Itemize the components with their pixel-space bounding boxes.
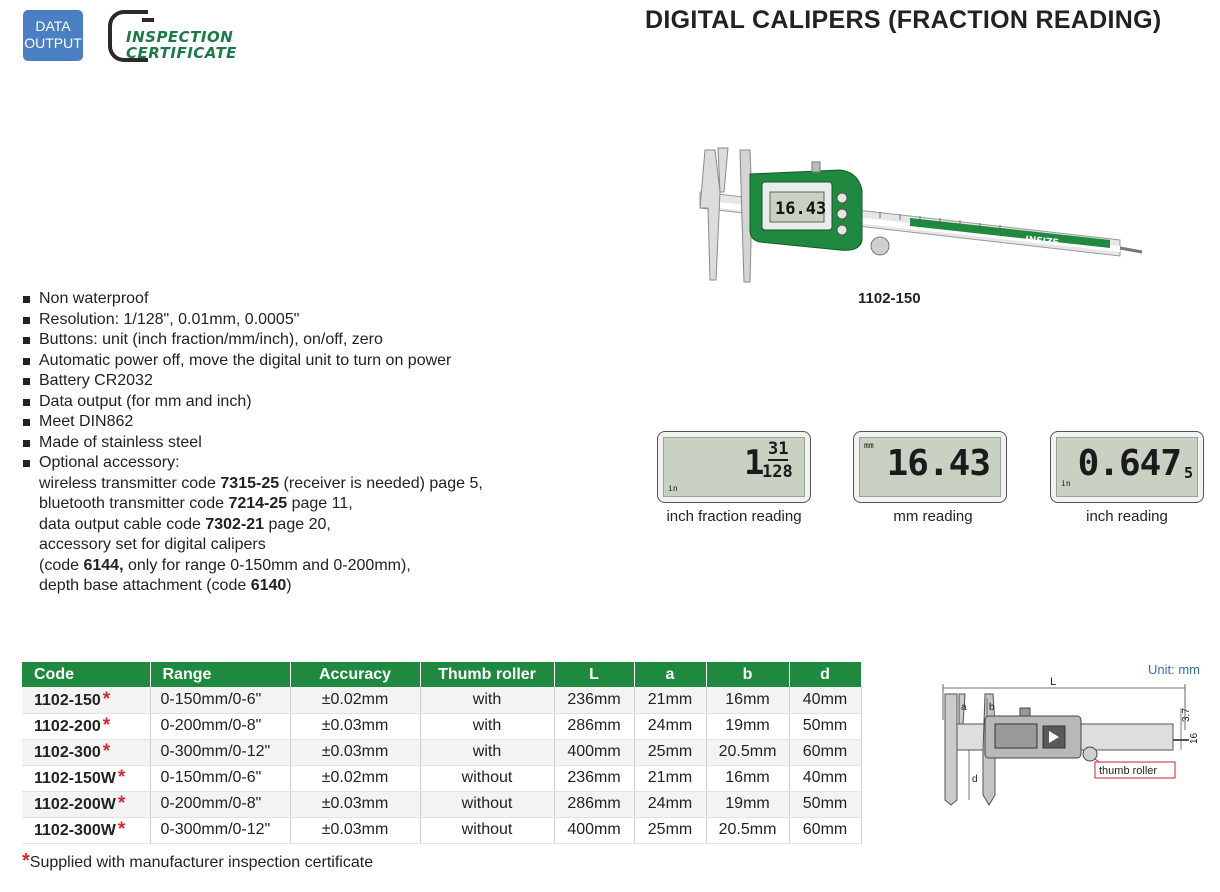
feature-item: Automatic power off, move the digital unit to turn on power (22, 351, 582, 372)
column-header-code: Code (22, 662, 150, 687)
dim-b-label: b (989, 702, 995, 713)
table-row (22, 791, 861, 817)
lcd-label-inch: inch reading (1086, 508, 1168, 525)
accessory-line: depth base attachment (code 6140) (39, 577, 292, 594)
lcd-unit-label: in (1061, 479, 1071, 488)
inspection-certificate-badge (108, 10, 270, 64)
cell-range: 0-300mm/0-12" (150, 739, 290, 765)
specification-table (22, 662, 862, 844)
certificate-star: * (117, 819, 126, 840)
data-output-badge-line1: DATA (35, 18, 71, 34)
lcd-mm (853, 431, 1007, 503)
lcd-unit-label: mm (864, 441, 874, 450)
cell-d: 40mm (789, 687, 861, 713)
cell-code: 1102-150W * (22, 765, 150, 791)
table-header-row (22, 662, 861, 687)
cell-thumb-roller: with (420, 739, 554, 765)
cell-accuracy: ±0.02mm (290, 765, 420, 791)
caliper-product-image (680, 140, 1150, 290)
feature-list (22, 289, 582, 597)
caliper-display-value: 16.43 (775, 199, 827, 219)
lcd-denominator: 128 (762, 462, 793, 482)
cell-d: 60mm (789, 739, 861, 765)
cell-code: 1102-200W * (22, 791, 150, 817)
lcd-inch-fraction (657, 431, 811, 503)
lcd-label-inch-fraction: inch fraction reading (666, 508, 802, 525)
cell-range: 0-150mm/0-6" (150, 765, 290, 791)
lcd-numerator: 31 (768, 439, 789, 459)
table-row (22, 817, 861, 843)
page-title: DIGITAL CALIPERS (FRACTION READING) (645, 6, 1162, 34)
cell-a: 25mm (634, 817, 706, 843)
certificate-star: * (102, 715, 111, 736)
table-row (22, 687, 861, 713)
caliper-illustration (680, 140, 1150, 290)
certificate-badge-line1: INSPECTION (126, 28, 234, 46)
footnote-text: Supplied with manufacturer inspection certificate (29, 854, 374, 871)
cell-b: 16mm (706, 765, 789, 791)
cell-thumb-roller: with (420, 687, 554, 713)
cell-d: 40mm (789, 765, 861, 791)
column-header-thumb-roller: Thumb roller (420, 662, 554, 687)
feature-item: Buttons: unit (inch fraction/mm/inch), on/off, zero (22, 330, 582, 351)
cell-code: 1102-200 * (22, 713, 150, 739)
cell-l: 286mm (554, 713, 634, 739)
column-header-range: Range (150, 662, 290, 687)
cell-l: 286mm (554, 791, 634, 817)
lcd-label-mm: mm reading (893, 508, 973, 525)
cell-thumb-roller: without (420, 817, 554, 843)
feature-item: Non waterproof (22, 289, 582, 310)
cell-range: 0-200mm/0-8" (150, 713, 290, 739)
certificate-star: * (102, 741, 111, 762)
cell-l: 236mm (554, 687, 634, 713)
cell-d: 50mm (789, 791, 861, 817)
lcd-suffix: 5 (1183, 464, 1193, 482)
feature-item: Meet DIN862 (22, 412, 582, 433)
cell-thumb-roller: without (420, 791, 554, 817)
cell-a: 24mm (634, 791, 706, 817)
lcd-whole-digit: 1 (744, 443, 765, 483)
dim-a-label: a (961, 702, 967, 713)
cell-b: 19mm (706, 791, 789, 817)
data-output-badge (23, 10, 83, 61)
accessory-line: bluetooth transmitter code 7214-25 page 11, (39, 495, 353, 512)
cell-a: 24mm (634, 713, 706, 739)
accessory-line: accessory set for digital calipers (39, 536, 266, 553)
cell-accuracy: ±0.03mm (290, 791, 420, 817)
feature-item: Optional accessory: (22, 453, 582, 474)
cell-d: 60mm (789, 817, 861, 843)
column-header-b: b (706, 662, 789, 687)
dimension-diagram (935, 660, 1210, 810)
cell-code: 1102-300 * (22, 739, 150, 765)
cell-b: 20.5mm (706, 739, 789, 765)
accessory-line: (code 6144, only for range 0-150mm and 0-200mm), (39, 556, 411, 574)
data-output-badge-line2: OUTPUT (24, 35, 82, 51)
product-model-caption: 1102-150 (858, 290, 921, 307)
table-row (22, 765, 861, 791)
footnote-star: * (22, 850, 30, 872)
cell-b: 19mm (706, 713, 789, 739)
certificate-star: * (117, 767, 126, 788)
certificate-star: * (117, 793, 126, 814)
cell-range: 0-300mm/0-12" (150, 817, 290, 843)
cell-accuracy: ±0.03mm (290, 739, 420, 765)
cell-l: 400mm (554, 817, 634, 843)
feature-item: Resolution: 1/128", 0.01mm, 0.0005" (22, 310, 582, 331)
lcd-value: 16.43 (886, 443, 990, 484)
cell-a: 21mm (634, 687, 706, 713)
cell-a: 25mm (634, 739, 706, 765)
cell-code: 1102-300W * (22, 817, 150, 843)
accessory-line: wireless transmitter code 7315-25 (receiver is needed) page 5, (39, 474, 483, 492)
cell-range: 0-200mm/0-8" (150, 791, 290, 817)
lcd-inch (1050, 431, 1204, 503)
feature-item: Made of stainless steel (22, 433, 582, 454)
dim-3-7-label: 3.7 (1181, 708, 1192, 722)
brand-label: INSIZE (1024, 235, 1059, 249)
footnote (22, 850, 373, 873)
lcd-unit-label: in (668, 484, 678, 493)
certificate-star: * (102, 688, 111, 710)
feature-item: Battery CR2032 (22, 371, 582, 392)
lcd-value: 0.647 (1077, 443, 1181, 484)
cell-d: 50mm (789, 713, 861, 739)
cell-accuracy: ±0.03mm (290, 713, 420, 739)
dimension-drawing (935, 660, 1210, 810)
cell-l: 236mm (554, 765, 634, 791)
column-header-d: d (789, 662, 861, 687)
dim-d-label: d (972, 774, 978, 785)
table-row (22, 739, 861, 765)
column-header-accuracy: Accuracy (290, 662, 420, 687)
cell-b: 20.5mm (706, 817, 789, 843)
dim-l-label: L (1050, 676, 1057, 688)
accessory-line: data output cable code 7302-21 page 20, (39, 515, 331, 533)
cell-range: 0-150mm/0-6" (150, 687, 290, 713)
table-row (22, 713, 861, 739)
cell-b: 16mm (706, 687, 789, 713)
cell-accuracy: ±0.02mm (290, 687, 420, 713)
dim-16-label: 16 (1189, 732, 1200, 744)
thumb-roller-label: thumb roller (1099, 765, 1158, 777)
certificate-badge-line2: CERTIFICATE (126, 44, 237, 62)
cell-a: 21mm (634, 765, 706, 791)
cell-thumb-roller: without (420, 765, 554, 791)
cell-l: 400mm (554, 739, 634, 765)
cell-thumb-roller: with (420, 713, 554, 739)
cell-code: 1102-150 * (22, 687, 150, 713)
unit-label: Unit: mm (1148, 662, 1200, 677)
column-header-a: a (634, 662, 706, 687)
cell-accuracy: ±0.03mm (290, 817, 420, 843)
feature-item: Data output (for mm and inch) (22, 392, 582, 413)
column-header-l: L (554, 662, 634, 687)
